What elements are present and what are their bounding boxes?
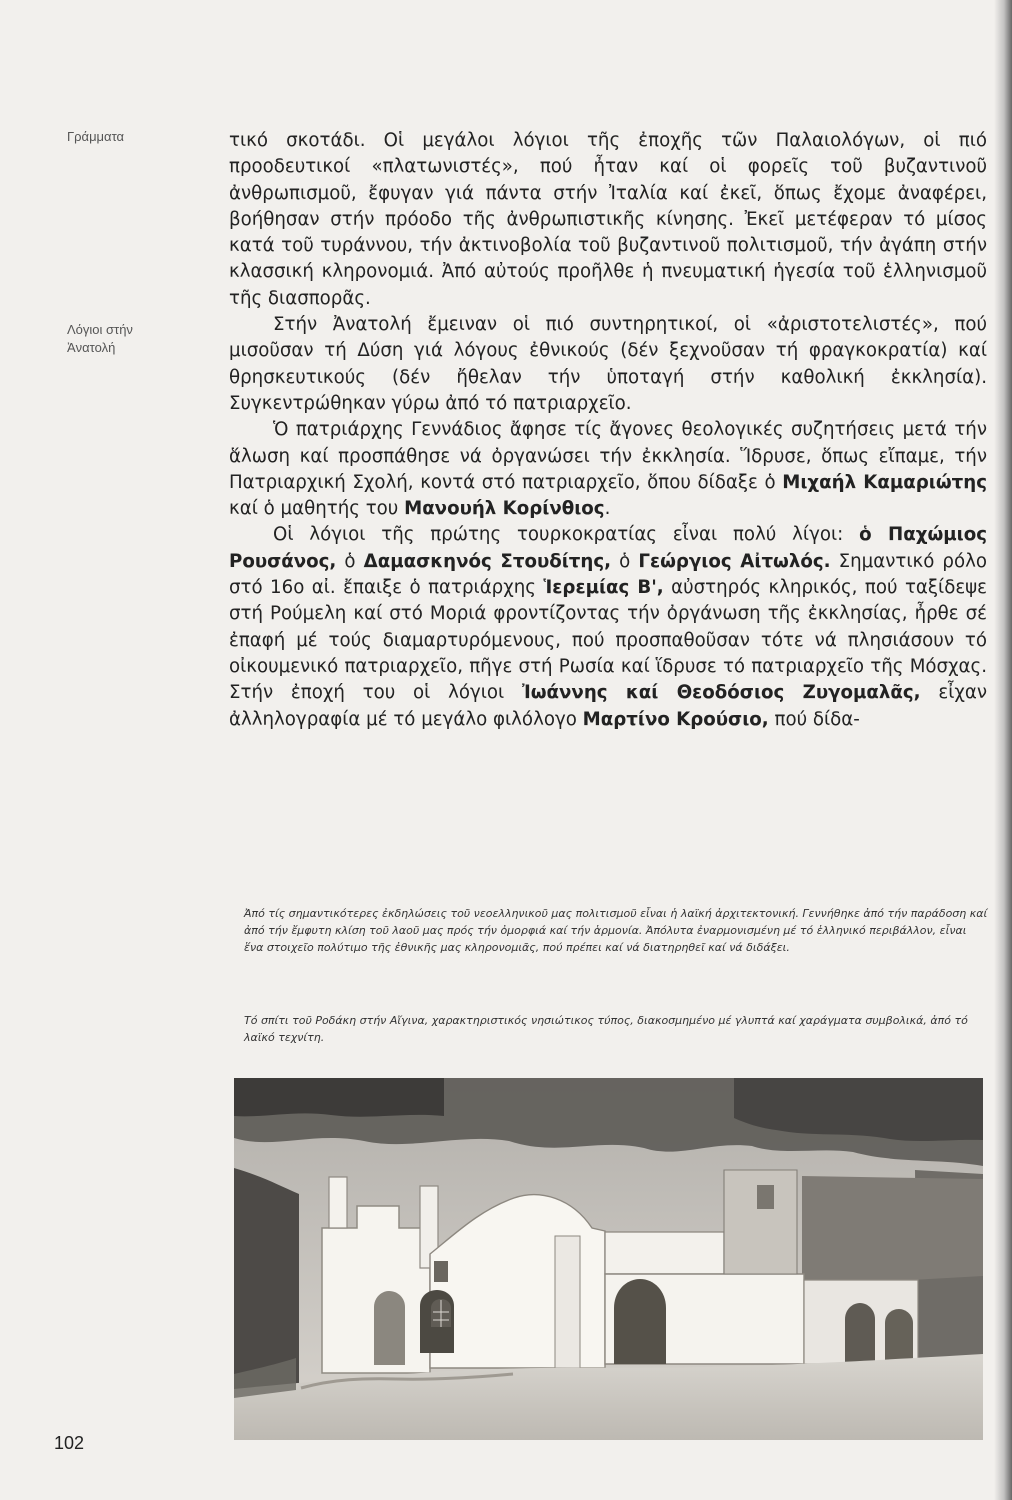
paragraph-3-text-d: . [604, 498, 611, 520]
name-martino-krousio: Μαρτίνο Κρούσιο, [582, 708, 769, 730]
name-ieremias-v: Ἱερεμίας Β', [543, 577, 664, 599]
margin-note-logioi-line1: Λόγιοι στήν [67, 322, 133, 337]
margin-note-grammata: Γράμματα [67, 129, 125, 144]
name-zygomalas: Ἰωάννης καί Θεοδόσιος Ζυγομαλᾶς, [521, 682, 921, 704]
margin-note-logioi [67, 321, 133, 357]
paragraph-4-text-a: Οἱ λόγιοι τῆς πρώτης τουρκοκρατίας εἶναι πολύ λίγοι: [273, 524, 860, 546]
paragraph-3 [229, 417, 987, 522]
main-text [229, 128, 987, 733]
name-georgios-aitolos: Γεώργιος Αἰτωλός. [638, 550, 831, 572]
name-paxomios-rousanos: ὁ Παχώμιος Ρουσάνος, [229, 524, 988, 572]
paragraph-3-text-c: καί ὁ μαθητής του [229, 498, 405, 520]
name-mixail-kamariotis: Μιχαήλ Καμαριώτης [782, 471, 987, 493]
paragraph-4-text-g: εἶχαν ἀλληλογραφία μέ τό μεγάλο φιλόλογο [229, 682, 987, 730]
paragraph-4-text-d: ὁ [611, 550, 639, 572]
name-manouil-korinthios: Μανουήλ Κορίνθιος [404, 498, 605, 520]
paragraph-4-text-h: πού δίδα- [768, 708, 860, 730]
paragraph-3-text-a: Ὁ πατριάρχης Γεννάδιος ἄφησε τίς ἄγονες θεολογικές συζητήσεις μετά τήν ἅλωση καί προσπάθησε νά ὀργανώσει τήν ἐκκλησία. Ἵδρυσε, ὅπως εἴπαμε, τήν Πατριαρχική Σχολή, κοντά στό πατριαρχεῖο, ὅπου δίδαξε ὁ [229, 419, 987, 493]
caption-rodakis-house: Τό σπίτι τοῦ Ροδάκη στήν Αἴγινα, χαρακτηριστικός νησιώτικος τύπος, διακοσμημένο μέ γλυπτά καί χαράγματα συμβολικά, ἀπό τό λαϊκό τεχνίτη. [244, 1014, 968, 1044]
paragraph-4 [229, 522, 987, 732]
caption-architecture: Ἀπό τίς σημαντικότερες ἐκδηλώσεις τοῦ νεοελληνικοῦ μας πολιτισμοῦ εἶναι ἡ λαϊκή ἀρχιτεκτονική. Γεννήθηκε ἀπό τήν παράδοση καί ἀπό τήν ἔμφυτη κλίση τοῦ λαοῦ μας πρός τήν ὀμορφιά καί τήν ἁρμονία. Ἀπόλυτα ἐναρμονισμένη μέ τό ἑλληνικό περιβάλλον, εἶναι ἕνα στοιχεῖο πολύτιμο τῆς ἐθνικῆς μας κληρονομιᾶς, πού πρέπει καί νά διατηρηθεῖ καί νά διδάξει. [244, 907, 988, 954]
photo-rodakis-house [234, 1078, 983, 1440]
margin-note-logioi-line2: Ἀνατολή [67, 340, 116, 355]
paragraph-2: Στήν Ἀνατολή ἔμειναν οἱ πιό συντηρητικοί, οἱ «ἀριστοτελιστές», πού μισοῦσαν τή Δύση γιά λόγους ἐθνικούς (δέν ξεχνοῦσαν τή φραγκοκρατία) καί θρησκευτικούς (δέν ἤθελαν τήν ὑποταγή στήν καθολική ἐκκλησία). Συγκεντρώθηκαν γύρω ἀπό τό πατριαρχεῖο. [229, 314, 987, 414]
house-photo-illustration [234, 1078, 983, 1440]
paragraph-4-text-c: ὁ [336, 550, 364, 572]
name-damaskinos-stouditis: Δαμασκηνός Στουδίτης, [363, 550, 612, 572]
paragraph-4-text-e: Σημαντικό ρόλο στό 16ο αἰ. ἔπαιξε ὁ πατριάρχης [229, 550, 987, 599]
paragraph-4-text-f: αὐστηρός κληρικός, πού ταξίδεψε στή Ρούμελη καί στό Μοριά φροντίζοντας τήν ὀργάνωση τῆς ἐκκλησίας, ἦρθε σέ ἐπαφή μέ τούς διαμαρτυρόμενους, πού προσπαθοῦσαν τότε νά πλησιάσουν τό οἰκουμενικό πατριαρχεῖο, πῆγε στή Ρωσία καί ἵδρυσε τό πατριαρχεῖο τῆς Μόσχας. Στήν ἐποχή του οἱ λόγιοι [229, 577, 987, 704]
page-number: 102 [54, 1433, 85, 1453]
paragraph-1: τικό σκοτάδι. Οἱ μεγάλοι λόγιοι τῆς ἐποχῆς τῶν Παλαιολόγων, οἱ πιό προοδευτικοί «πλατωνιστές», πού ἦταν καί οἱ φορεῖς τοῦ βυζαντινοῦ ἀνθρωπισμοῦ, ἔφυγαν γιά πάντα στήν Ἰταλία καί ἐκεῖ, ὅπως ἔχομε ἀναφέρει, βοήθησαν στήν πρόοδο τῆς ἀνθρωπιστικῆς κίνησης. Ἐκεῖ μετέφεραν τό μίσος κατά τοῦ τυράννου, τήν ἀκτινοβολία τοῦ βυζαντινοῦ πολιτισμοῦ, τήν ἀγάπη στήν κλασσική κληρονομιά. Ἀπό αὐτούς προῆλθε ἡ πνευματική ἡγεσία τοῦ ἑλληνισμοῦ τῆς διασπορᾶς. [229, 130, 987, 309]
